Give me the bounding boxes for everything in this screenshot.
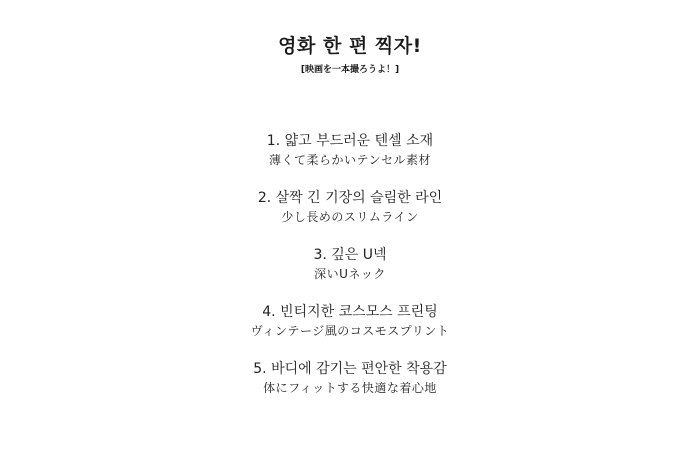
feature-item	[0, 360, 700, 417]
feature-japanese: 体にフィットする快適な着心地	[263, 381, 437, 395]
feature-korean: 3. 깊은 U넥	[313, 247, 387, 263]
feature-korean: 1. 얇고 부드러운 텐셀 소재	[266, 133, 434, 149]
feature-japanese: ヴィンテージ風のコスモスプリント	[250, 324, 450, 338]
feature-japanese: 少し長めのスリムライン	[281, 210, 419, 224]
feature-japanese: 深いUネック	[314, 267, 386, 281]
feature-item	[0, 303, 700, 360]
page-title: 영화 한 편 찍자!	[278, 35, 422, 57]
feature-japanese: 薄くて柔らかいテンセル素材	[269, 153, 431, 167]
feature-item	[0, 246, 700, 303]
feature-korean: 2. 살짝 긴 기장의 슬림한 라인	[257, 190, 443, 206]
feature-korean: 5. 바디에 감기는 편안한 착용감	[253, 361, 447, 377]
feature-item	[0, 132, 700, 189]
page-subtitle: [映画を一本撮ろうよ！]	[300, 65, 400, 75]
feature-item	[0, 189, 700, 246]
feature-list	[0, 132, 700, 417]
feature-korean: 4. 빈티지한 코스모스 프린팅	[262, 304, 438, 320]
